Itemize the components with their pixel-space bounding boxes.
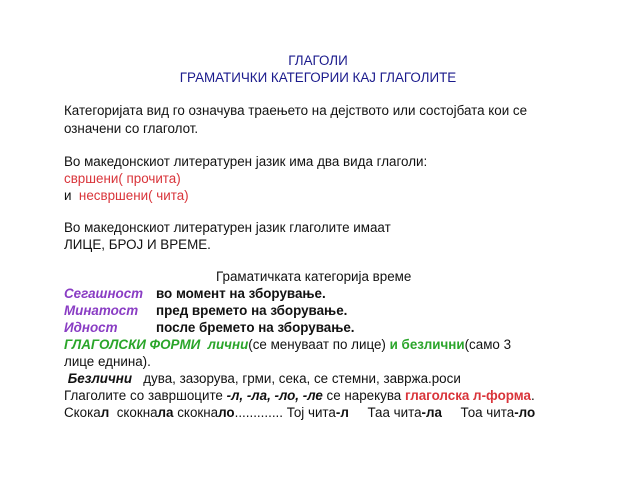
tense-desc: пред времето на зборување. [156, 303, 348, 318]
l-form-name: глаголска л-форма [404, 388, 531, 403]
tense-term: Сегашност [64, 286, 144, 301]
example-word: Тој чита [282, 405, 336, 420]
categories-line-2: ЛИЦЕ, БРОЈ И ВРЕМЕ. [64, 237, 211, 252]
impersonal-note: (само 3 [464, 337, 512, 352]
imperfective-verbs: несвршени( чита) [78, 188, 189, 203]
example-dots: ............. [234, 405, 283, 420]
tense-term: Минатост [64, 303, 139, 318]
page-subtitle: ГРАМАТИЧКИ КАТЕГОРИИ КАЈ ГЛАГОЛИТЕ [179, 70, 457, 85]
l-form-end: . [530, 388, 535, 403]
tense-row [64, 285, 326, 302]
example-ending: ла [157, 405, 174, 420]
tense-term: Идност [64, 320, 118, 335]
tense-row [64, 302, 348, 319]
tense-heading: Граматичката категорија време [216, 269, 412, 284]
example-ending: -ла [421, 405, 442, 420]
example-word: скокна [173, 405, 219, 420]
impersonal-heading: Безлични [64, 371, 133, 386]
l-form-line [64, 387, 535, 404]
perfective-verbs: свршени( прочита) [64, 171, 181, 186]
example-ending: л [100, 405, 110, 420]
tense-row [64, 319, 355, 336]
impersonal-examples-line [64, 370, 461, 387]
page-title: ГЛАГОЛИ [288, 53, 348, 68]
verb-forms-line [64, 336, 511, 353]
imperfective-line [64, 187, 189, 204]
example-word: скокна [109, 405, 158, 420]
aspect-line: Во македонскиот литературен јазик има два вида глаголи: [64, 154, 428, 169]
personal-note: (се менуваат по лице) [248, 337, 390, 352]
categories-line-1: Во македонскиот литературен јазик глаголите имаат [64, 220, 391, 235]
intro-line-1: Категоријата вид го означува траењето на дејството или состојбата кои се [64, 103, 528, 118]
l-form-examples [64, 404, 535, 421]
tense-desc: во момент на зборување. [156, 286, 326, 301]
example-ending: ло [218, 405, 235, 420]
intro-line-2: означени со глаголот. [64, 121, 199, 136]
verb-forms-line-2: лице еднина). [64, 354, 151, 369]
verb-forms-title: ГЛАГОЛСКИ ФОРМИ лични [64, 337, 249, 352]
l-form-endings: -л, -ла, -ло, -ле [226, 388, 323, 403]
impersonal-examples: дува, зазорува, грми, сека, се стемни, завржа.роси [132, 371, 461, 386]
l-form-prefix: Глаголите со завршоците [64, 388, 227, 403]
l-form-middle: се нарекува [322, 388, 405, 403]
example-word: Скока [64, 405, 101, 420]
example-word: Таа чита [348, 405, 422, 420]
example-word: Тоа чита [441, 405, 515, 420]
tense-desc: после бремето на зборување. [156, 320, 355, 335]
example-ending: -ло [514, 405, 536, 420]
conjunction: и [64, 188, 79, 203]
impersonal-label: и безлични [389, 337, 465, 352]
example-ending: -л [335, 405, 349, 420]
